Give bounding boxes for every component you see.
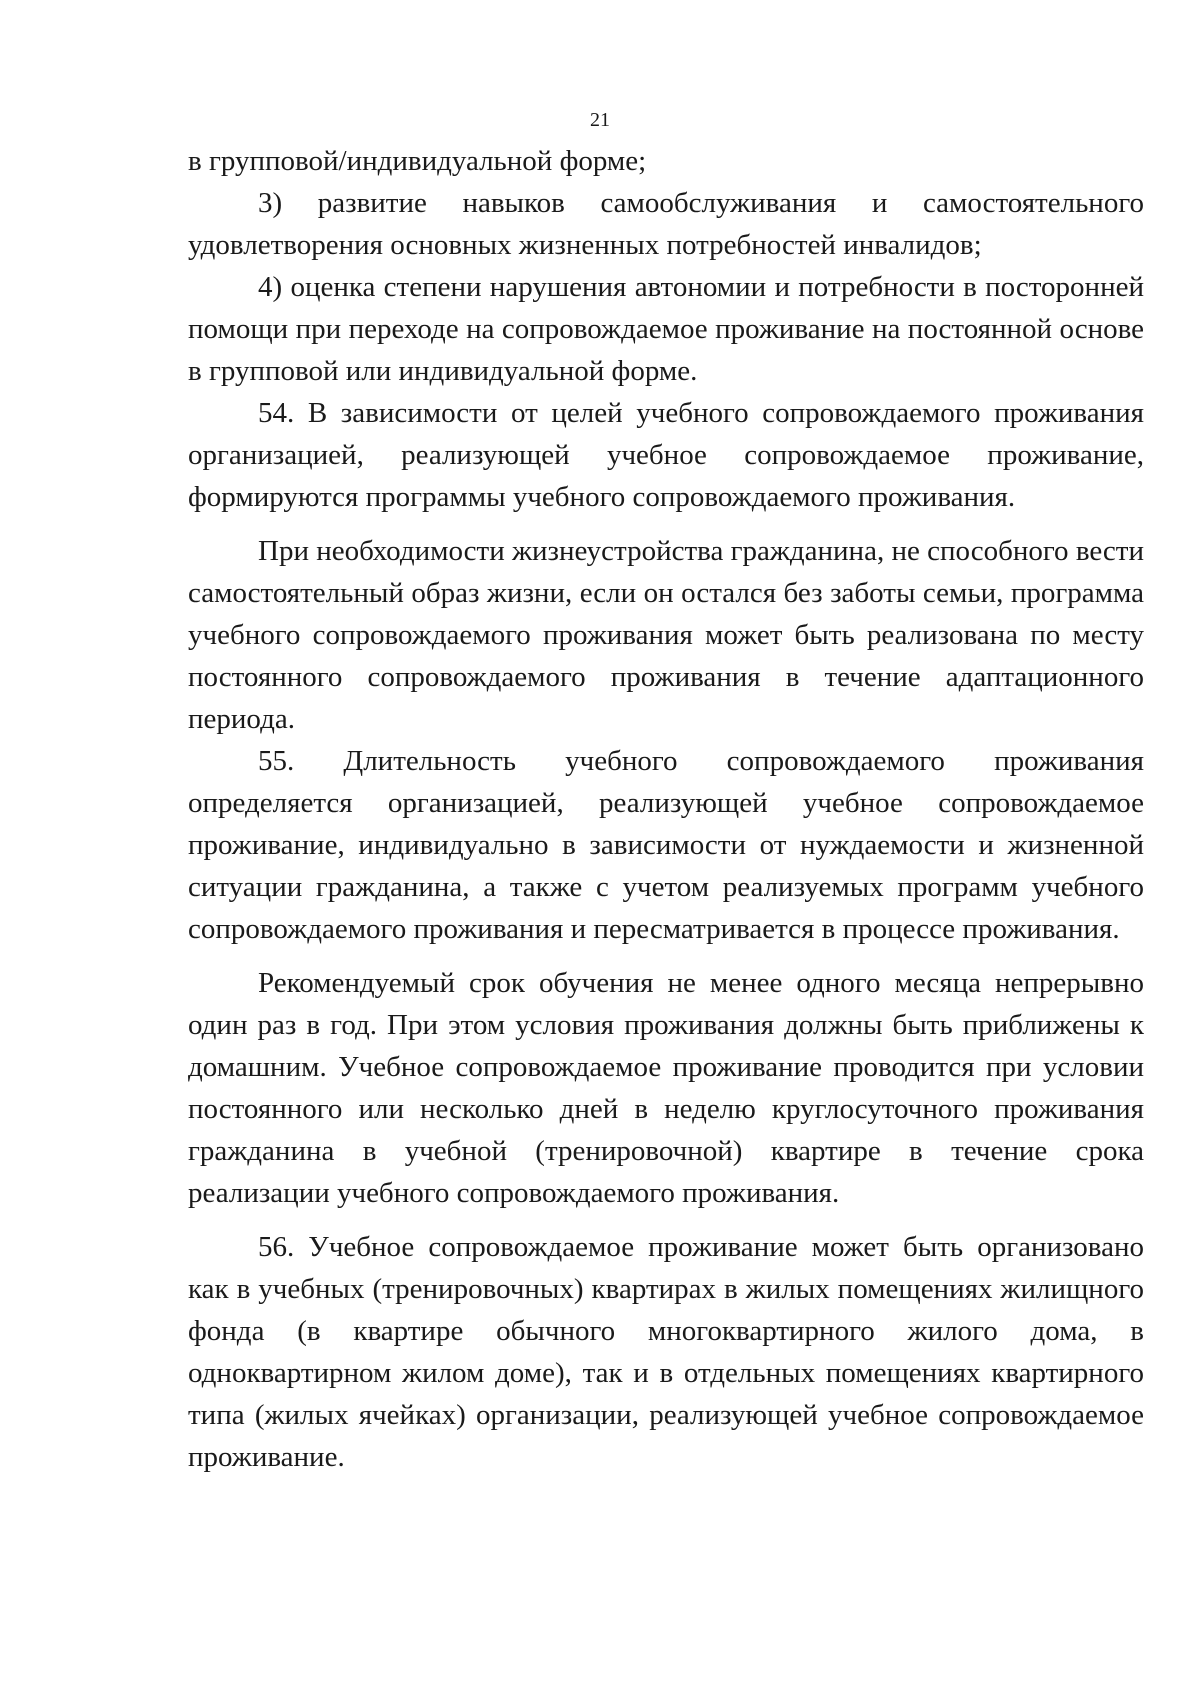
paragraph-4: 54. В зависимости от целей учебного сопровождаемого проживания организацией, реализующей учебное сопровождаемое проживание, формируются программы учебного сопровождаемого проживания. [188,397,1144,513]
paragraph-7: Рекомендуемый срок обучения не менее одного месяца непрерывно один раз в год. При этом условия проживания должны быть приближены к домашним. Учебное сопровождаемое проживание проводится при условии постоянного или несколько дней в неделю круглосуточного проживания гражданина в учебной (тренировочной) квартире в течение срока реализации учебного сопровождаемого проживания. [188,967,1144,1209]
page-number: 21 [590,109,610,131]
paragraph-3: 4) оценка степени нарушения автономии и потребности в посторонней помощи при переходе на сопровождаемое проживание на постоянной основе в групповой или индивидуальной форме. [188,271,1144,387]
paragraph-8: 56. Учебное сопровождаемое проживание может быть организовано как в учебных (тренировочных) квартирах в жилых помещениях жилищного фонда (в квартире обычного многоквартирного жилого дома, в одноквартирном жилом доме), так и в отдельных помещениях квартирного типа (жилых ячейках) организации, реализующей учебное сопровождаемое проживание. [188,1231,1144,1473]
paragraph-1: в групповой/индивидуальной форме; [188,145,647,177]
paragraph-6: 55. Длительность учебного сопровождаемого проживания определяется организацией, реализующей учебное сопровождаемое проживание, индивидуально в зависимости от нуждаемости и жизненной ситуации гражданина, а также с учетом реализуемых программ учебного сопровождаемого проживания и пересматривается в процессе проживания. [188,745,1144,945]
paragraph-2: 3) развитие навыков самообслуживания и самостоятельного удовлетворения основных жизненных потребностей инвалидов; [188,187,1144,261]
paragraph-5: При необходимости жизнеустройства гражданина, не способного вести самостоятельный образ жизни, если он остался без заботы семьи, программа учебного сопровождаемого проживания может быть реализована по месту постоянного сопровождаемого проживания в течение адаптационного периода. [188,535,1144,735]
document-body [188,140,1144,1478]
